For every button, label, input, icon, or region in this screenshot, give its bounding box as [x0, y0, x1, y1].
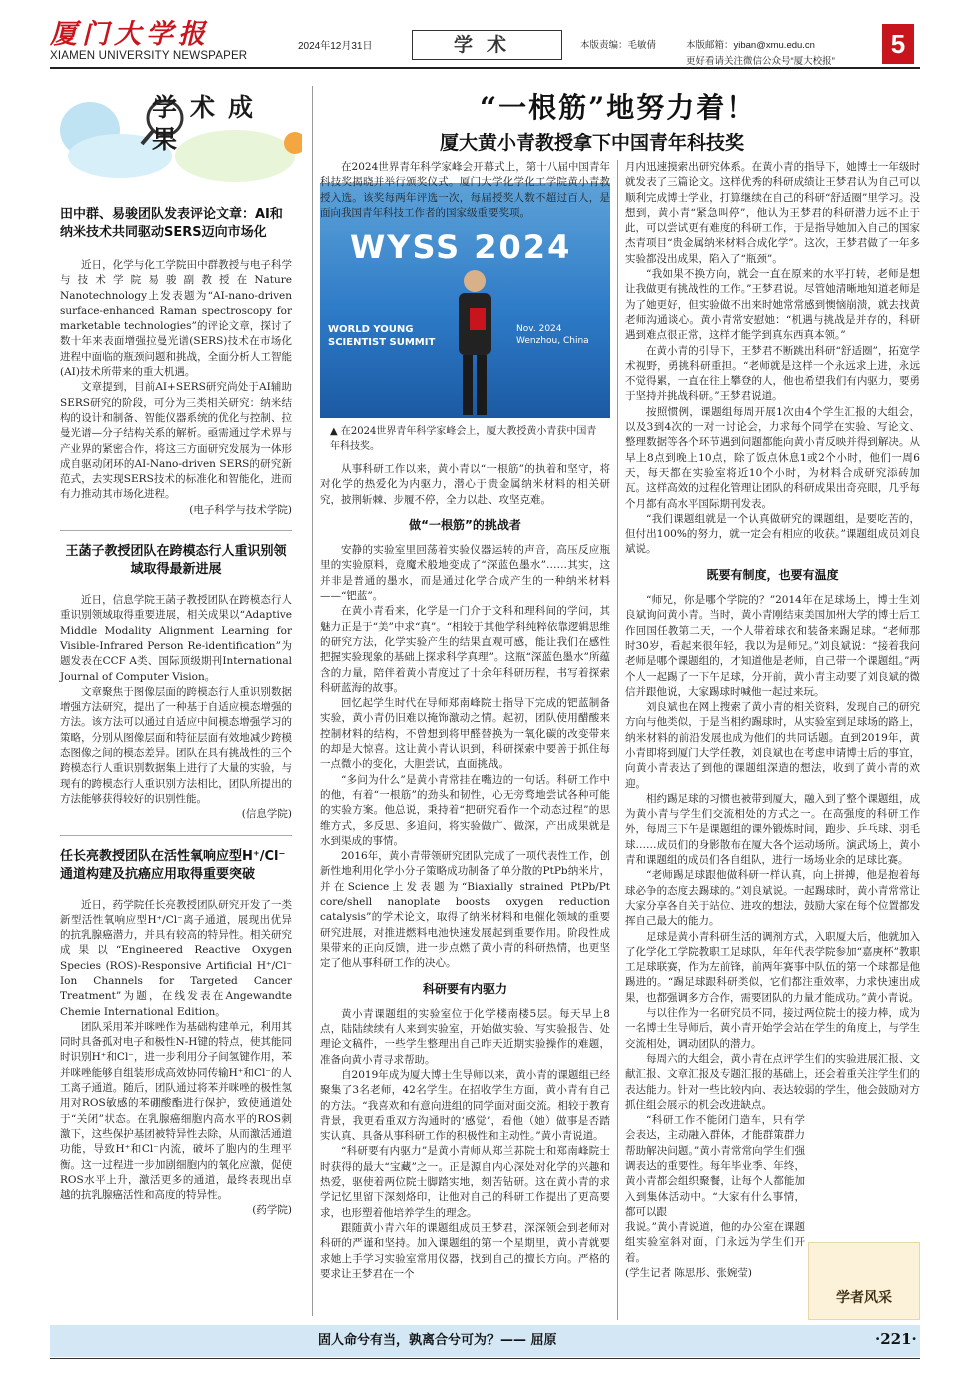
article-paragraph: 2016年，黄小青带领研究团队完成了一项代表性工作，创新性地利用化学小分子策略成功制备了单分散的PtPb纳米片，并在Science上发表题为“Biaxially strained PtPb/Pt core/shell nanoplate boosts oxygen reduction catalysis”的学术论文，取得了纳米材料和电催化领域的重要研究进展，对推进燃料电池快速发展起到重要作用。阶段性成果带来的正向反馈，进一步点燃了黄小青的科研热情，也更坚定了他从事科研工作的决心。 — [320, 850, 610, 970]
article-paragraph: 近日，药学院任长亮教授团队研究开发了一类新型活性氧响应型H⁺/Cl⁻离子通道，展现出优异的抗乳腺癌潜力，并具有较高的特异性。相关研究成果以“Engineered Reactive Oxygen Species (ROS)-Responsive Artificial H⁺/Cl⁻ Ion Channels for Targeted Cancer Treatment”为题，在线发表在Angewandte Chemie International Edition。 — [60, 898, 292, 1018]
column-divider — [312, 86, 313, 1316]
article-title-reid: 王菡子教授团队在跨模态行人重识别领域取得最新进展 — [65, 544, 287, 578]
wechat-notice: 更好看请关注微信公众号“厦大校报” — [686, 56, 835, 67]
article-paragraph: 在2024世界青年科学家峰会开幕式上，第十八届中国青年科技奖揭晓并举行颁奖仪式。厦门大学化学化工学院黄小青教授入选。该奖每两年评选一次，每届授奖人数不超过百人，是面向我国青年科技工作者的国家级重要奖项。 — [320, 161, 610, 219]
article-paragraph: “老师踢足球跟他做科研一样认真，向上拼搏，他是抱着每球必争的态度去踢球的。”刘良斌说。一起踢球时，黄小青常常让大家分享各自关于站位、进攻的想法，鼓励大家在每个位置都发挥自己最大的能力。 — [625, 869, 920, 928]
article-body-sers — [60, 258, 292, 518]
banner-title: 学术成果 — [152, 93, 267, 154]
academic-achievements-banner — [60, 88, 302, 188]
footer-rule — [50, 1358, 920, 1359]
section-heading-challenger: 做“一根筋”的挑战者 — [409, 517, 521, 532]
article-paragraph: 文章提到，目前AI+SERS研究尚处于AI辅助SERS研究的阶段，可分为三类相关研究：纳米结构的设计和制备、智能仪器系统的优化与控制、拉曼光谱—分子结构关系的解析。亟需通过学术界与产业界的紧密合作，将这三方面研究发展为一体形成自驱动闭环的AI-Nano-driven SERS的研究新范式，去实现SERS技术的标准化和智能化，进而有力推动其市场化进程。 — [60, 381, 292, 501]
article-paragraph: 每周六的大组会，黄小青在点评学生们的实验进展汇报、文献汇报、文章汇报及专题汇报的基础上，还会着重关注学生们的表达能力。针对一些比较内向、表达较弱的学生，他会鼓励对方抓住组会展示的机会改进缺点。 — [625, 1052, 920, 1111]
article-paragraph: 我说。”黄小青说道，他的办公室在课题组实验室斜对面，门永远为学生们开着。 — [625, 1221, 805, 1264]
footer-motto: 固人命兮有当，孰离合兮可为？—— 屈原 — [318, 1333, 557, 1348]
editor-credit: 本版责编：毛敏倩 — [580, 40, 657, 51]
article-paragraph: 按照惯例，课题组每周开展1次由4个学生汇报的大组会，以及3到4次的一对一讨论会，力求每个同学在实验、写论文、整理数据等各个环节遇到问题都能向黄小青反映并得到解决。从早上8点到晚上10点，除了饭点休息1或2个小时，他们一周6天，每天都在实验室将近10个小时，为材料合成研究添砖加瓦。这样高效的过程化管理让团队的科研成果出奇亮眼，几乎每个月都有高水平国际期刊发表。 — [625, 405, 920, 510]
article-paragraph: 在黄小青的引导下，王梦君不断跳出科研“舒适圈”，拓宽学术视野，勇挑科研重担。“老师就是这样一个永远求上进，永远不觉得累，一直在往上攀登的人，他也希望我们有内驱力，要勇于坚持并挑战科研。”王梦君说道。 — [625, 344, 920, 403]
article-paragraph: “我如果不换方向，就会一直在原来的水平打转，老师是想让我做更有挑战性的工作。”王梦君说。尽管她清晰地知道老师是为了她更好，但实验做不出来时她常常感到懊恼崩溃，就去找黄老师沟通谈心。黄小青常安慰她：“机遇与挑战是并存的，科研遇到难点很正常，这样才能学到真东西真本领。” — [625, 268, 920, 342]
main-subheadline: 厦大黄小青教授拿下中国青年科技奖 — [440, 132, 745, 154]
article-paragraph: 足球是黄小青科研生活的调剂方式，入职厦大后，他就加入了化学化工学院教职工足球队，年年代表学院参加“嘉庚杯”教职工足球联赛，作为左前锋，前两年赛事中队伍的第一个球都是他踢进的。“踢足球跟科研类似，它们都注重效率，力求快速出成果，也都强调多方合作，需要团队的力量才能成功。”黄小青说。 — [625, 930, 920, 1004]
section-label: 学术 — [412, 30, 562, 60]
article-paragraph: 近日，信息学院王菡子教授团队在跨模态行人重识别领域取得重要进展，相关成果以“Adaptive Middle Modality Alignment Learning for Visible-Infrared Person Re-identification”为题发表在CCF A类、国际顶级期刊International Journal of Computer Vision。 — [60, 594, 292, 683]
newspaper-english-name: XIAMEN UNIVERSITY NEWSPAPER — [50, 50, 248, 62]
article-paragraph: “我们课题组就是一个认真做研究的课题组，是要吃苦的，但付出100%的努力，就一定会有相应的收获。”课题组成员刘良斌说。 — [625, 512, 920, 556]
article-source: (电子科学与技术学院) — [189, 503, 292, 516]
section-heading-warmth: 既要有制度，也要有温度 — [706, 567, 839, 582]
person-head — [464, 270, 486, 292]
header-rule — [50, 67, 920, 69]
article-paragraph: 安静的实验室里回荡着实验仪器运转的声音，高压反应瓶里的实验原料，竟魔术般地变成了“深蓝色墨水”……其实，这并非是普通的墨水，而是通过化学合成产生的一种纳米材料——“钯蓝”。 — [320, 544, 610, 603]
page-number-badge: 5 — [882, 24, 914, 64]
article-paragraph: 回忆起学生时代在导师郑南峰院士指导下完成的钯蓝制备实验，黄小青仍旧难以掩饰激动之情。起初，团队使用醋酸来控制材料的结构，不曾想到将甲醛替换为一氧化碳的改变带来的却是大惊喜。这让黄小青认识到，科研探索中要善于抓住每一点微小的变化，大胆尝试，直面挑战。 — [320, 697, 610, 771]
article-title-sers: 田中群、易骏团队发表评论文章：AI和纳米技术共同驱动SERS迈向市场化 — [60, 207, 283, 240]
article-paragraph: 月内迅速摸索出研究体系。在黄小青的指导下，她博士一年级时就发表了三篇论文。这样优秀的科研成绩让王梦君认为自己可以顺利完成博士学业，打算继续在自己的科研“舒适圈”里学习。没想到，黄小青“紧急叫停”，他认为王梦君的科研潜力远不止于此，可以尝试更有难度的科研工作，于是指导她加入自己的国家杰青项目“贵金属纳米材料合成化学”。这次，王梦君做了一年多实验都没出成果，陷入了“瓶颈”。 — [625, 161, 920, 265]
scholar-style-badge — [808, 1242, 920, 1320]
column-divider — [617, 160, 618, 1320]
issue-date: 2024年12月31日 — [298, 41, 373, 52]
editor-email: 本版邮箱：yiban@xmu.edu.cn — [686, 40, 815, 51]
footer-page-number: ·221· — [875, 1330, 917, 1348]
photo-backdrop-text: WORLD YOUNG SCIENTIST SUMMIT — [328, 324, 436, 348]
article-paragraph: “师兄，你是哪个学院的？”2014年在足球场上，博士生刘良斌询问黄小青。当时，黄小青刚结束美国加州大学的博士后工作回国任教第二天，一个人带着球衣和装备来踢足球。“老师那时30岁，看起来很年轻，我以为是师兄。”刘良斌说：“接着我问老师是哪个课题组的，才知道他是老师，自己带一个课题组。”两个人一起踢了一下午足球，分开前，黄小青主动要了刘良斌的微信并跟他说，大家踢球时喊他一起过来玩。 — [625, 594, 920, 698]
article-paragraph: 从事科研工作以来，黄小青以“一根筋”的执着和坚守，将对化学的热爱化为内驱力，潜心于贵金属纳米材料的相关研究，披荆斩棘、步履不停，全力以赴、攻坚克难。 — [320, 463, 610, 506]
left-column — [60, 206, 292, 1219]
newspaper-masthead: 厦门大学报 — [50, 19, 210, 50]
article-paragraph: 刘良斌也在网上搜索了黄小青的相关资料，发现自己的研究方向与他类似，于是当相约踢球时，从实验室到足球场的路上，纳米材料的前沿发展也成为他们的共同话题。直到2019年，黄小青即将到厦门大学任教，刘良斌也在考虑申请博士后的事宜，向黄小青表达了到他的课题组深造的想法，收到了黄小青的欢迎。 — [625, 701, 920, 790]
article-body-ion-channel — [60, 898, 292, 1219]
person-leg — [477, 355, 487, 415]
article-paragraph: 黄小青课题组的实验室位于化学楼南楼5层。每天早上8点，陆陆续续有人来到实验室，开始做实验、写实验报告、处理论文稿件，一些学生整理出自己昨天近期实验操作的难题，准备向黄小青寻求帮助。 — [320, 1007, 610, 1066]
article-paragraph: 在黄小青看来，化学是一门介于文科和理科间的学问，其魅力正是于“美”中求“真”。“相较于其他学科纯粹依靠逻辑思维的研究方法，化学实验产生的结果直观可感，能让我们在感性把握实验现象的基础上探求科学真理”。这瓶“深蓝色墨水”所蕴含的力量，陪伴着黄小青度过了十余年科研历程，书写着探索科研蓝海的故事。 — [320, 605, 610, 694]
article-paragraph: “多问为什么”是黄小青常挂在嘴边的一句话。科研工作中的他，有着“一根筋”的劲头和韧性，心无旁骛地尝试各种可能的实验方案。他总说，秉持着“把研究看作一个动态过程”的思维方式，多反思、多追问，将实验做广、做深，产出成果就是水到渠成的事情。 — [320, 773, 610, 847]
article-paragraph: 相约踢足球的习惯也被带到厦大，融入到了整个课题组，成为黄小青与学生们交流相处的方式之一。在高强度的科研工作外，每周三下午是课题组的课外锻炼时间，跑步、乒乓球、羽毛球……成员们的身影散布在厦大各个运动场所。演武场上，黄小青和课题组的成员们各自组队，进行一场场业余的足球比赛。 — [625, 792, 920, 867]
article-source: (药学院) — [252, 1204, 292, 1217]
article-paragraph: 跟随黄小青六年的课题组成员王梦君，深深领会到老师对科研的严谨和坚持。加入课题组的第一个星期里，黄小青就要求她上手学习实验室常用仪器，找到自己的擅长方向。严格的要求让王梦君在一个 — [320, 1221, 610, 1280]
photo-caption: ▲ 在2024世界青年科学家峰会上，厦大教授黄小青获中国青年科技奖。 — [330, 426, 597, 452]
main-intro — [320, 160, 610, 221]
reporter-credit: (学生记者 陈思彤、张婉莹) — [625, 1267, 753, 1280]
award-certificate — [470, 308, 486, 330]
article-paragraph: 文章聚焦于图像层面的跨模态行人重识别数据增强方法研究，提出了一种基于自适应模态增强的方法。该方法可以通过自适应中间模态增强学习的策略，分别从图像层面和特征层面有效地减少跨模态图像之间的模态差异。团队在具有挑战性的三个跨模态行人重识别数据集上进行了大量的实验，与现有的跨模态行人重识别方法相比，团队所提出的方法能够获得较好的识别性能。 — [60, 685, 292, 805]
main-headline: “一根筋”地努力着！ — [480, 91, 757, 124]
section-heading-drive: 科研要有内驱力 — [422, 981, 507, 996]
article-divider — [60, 530, 292, 531]
article-title-ion-channel: 任长亮教授团队在活性氧响应型H⁺/Cl⁻通道构建及抗癌应用取得重要突破 — [60, 848, 286, 882]
article-body-reid — [60, 593, 292, 822]
article-paragraph: 与以往作为一名研究员不同，接过两位院士的接力棒，成为一名博士生导师后，黄小青开始学会站在学生的角度上，与学生交流相处，调动团队的潜力。 — [625, 1007, 920, 1050]
article-paragraph: 团队采用苯并咪唑作为基础构建单元，利用其同时具备孤对电子和极性N-H键的特点，使其能同时识别H⁺和Cl⁻，进一步利用分子间氢键作用，苯并咪唑能够自组装形成高效协同传输H⁺和Cl⁻的人工离子通道。随后，团队通过将苯并咪唑的极性氢用对ROS敏感的苯硼酸酯进行保护，致使通道处于“关闭”状态。在乳腺癌细胞内高水平的ROS刺激下，这些保护基团被特异性去除，从而激活通道功能，导致H⁺和Cl⁻内流，破坏了胞内的生理平衡。这一过程进一步加剧细胞内的氧化应激，促使ROS水平上升，激活更多的通道，最终表现出卓越的抗乳腺癌活性和高度的特异性。 — [60, 1020, 292, 1202]
article-paragraph: 自2019年成为厦大博士生导师以来，黄小青的课题组已经聚集了3名老师，42名学生。在招收学生方面，黄小青有自己的方法。“我喜欢和有意向进组的同学面对面交流。相较于教育背景，我更看重双方沟通时的‘感觉’，看他（她）做事是否踏实认真、具备从事科研工作的积极性和主动性。”黄小青说道。 — [320, 1068, 610, 1143]
article-source: (信息学院) — [241, 808, 292, 821]
person-figure — [445, 263, 505, 418]
main-middle-column — [320, 462, 610, 1282]
article-paragraph: 近日，化学与化工学院田中群教授与电子科学与技术学院易骏副教授在Nature Nanotechnology上发表题为“AI-nano-driven surface-enhanced Raman spectroscopy for marketable technologies”的评论文章，探讨了数十年来表面增强拉曼光谱(SERS)技术在市场化进程中面临的瓶颈问题和挑战，全面分析人工智能(AI)技术所带来的重大机遇。 — [60, 259, 292, 379]
person-leg — [463, 355, 473, 415]
main-right-column — [625, 160, 920, 1281]
article-divider — [60, 835, 292, 836]
article-paragraph: “科研工作不能闭门造车，只有学会表达，主动融入群体，才能群策群力帮助解决问题。”黄小青常常向学生们强调表达的重要性。每年毕业季、年终，黄小青都会组织聚餐，让每个人都能加入到集体活动中。“大家有什么事情，都可以跟 — [625, 1114, 805, 1218]
scholar-style-label: 学者风采 — [836, 1290, 892, 1306]
photo-backdrop-logo: WYSS 2024 — [350, 228, 572, 266]
article-paragraph: “科研要有内驱力”是黄小青师从郑兰荪院士和郑南峰院士时获得的最大“宝藏”之一。正是源自内心深处对化学的兴趣和热爱，驱使着两位院士脚踏实地，刻苦钻研。这在黄小青的求学记忆里留下深刻烙印，让他对自己的科研工作提出了更高要求，也形塑着他培养学生的理念。 — [320, 1145, 610, 1219]
photo-backdrop-date: Nov. 2024 Wenzhou, China — [516, 324, 589, 346]
